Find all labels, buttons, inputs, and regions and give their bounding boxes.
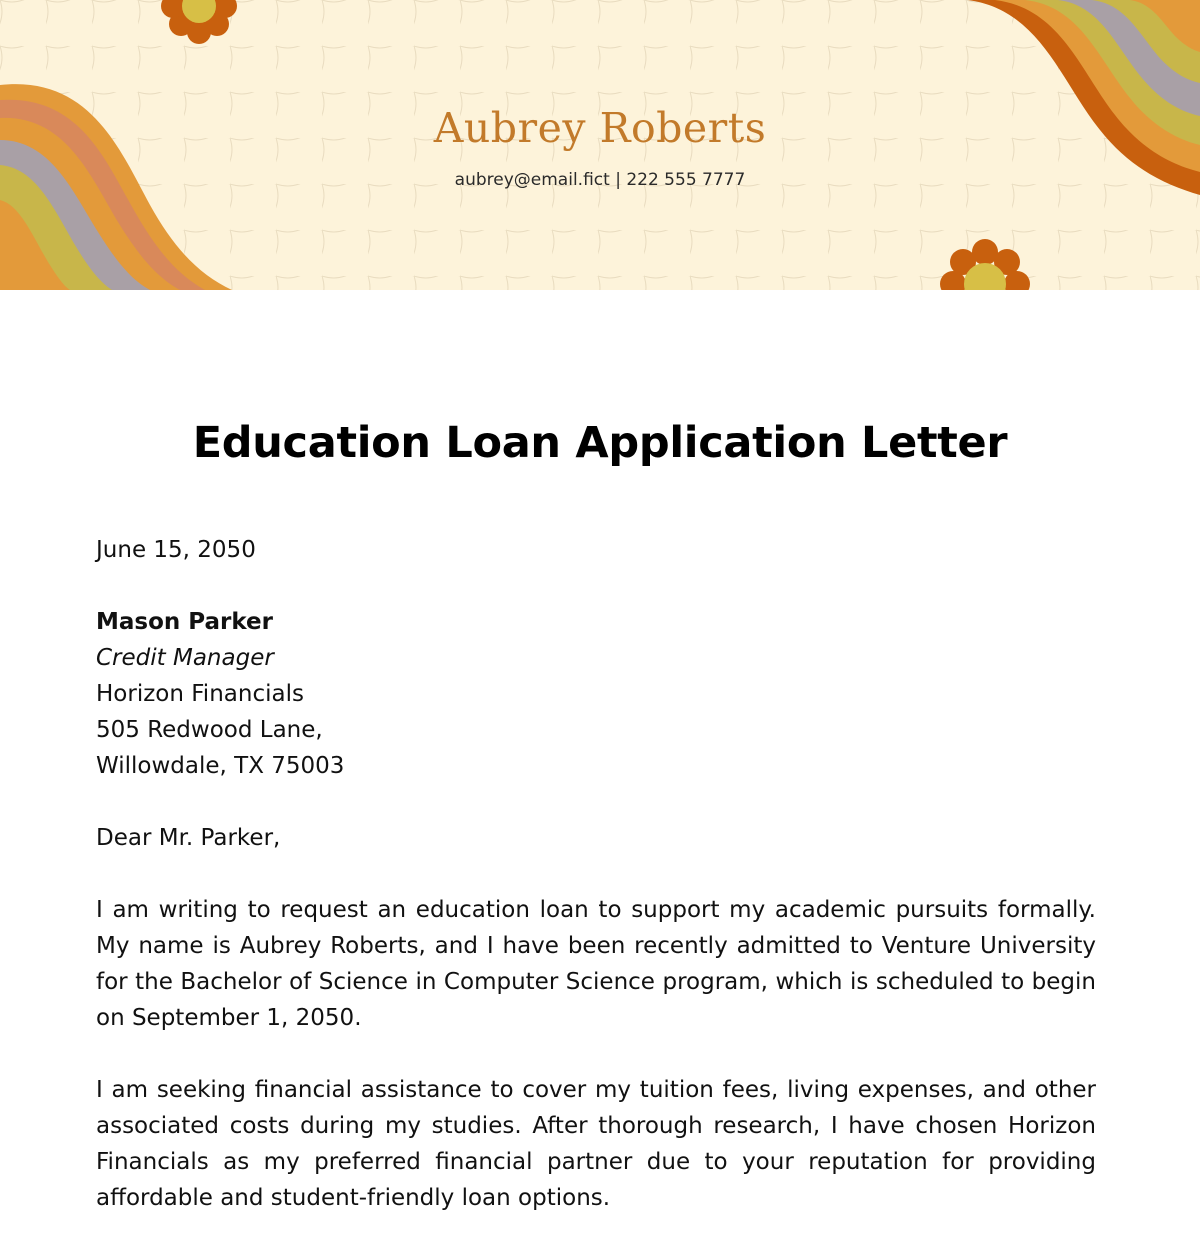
page-title: Education Loan Application Letter xyxy=(192,418,1008,468)
recipient-company: Horizon Financials xyxy=(96,681,304,707)
body-paragraph: I am seeking financial assistance to cover my tuition fees, living expenses, and other associated costs during my studies. After thorough research, I have chosen Horizon Financials as my preferred financial partner due to your reputation for providing affordable and student-friendly loan options. xyxy=(96,1077,1096,1211)
salutation: Dear Mr. Parker, xyxy=(96,825,281,851)
letterhead-banner xyxy=(0,0,1200,290)
sender-name: Aubrey Roberts xyxy=(433,104,767,152)
recipient-block xyxy=(96,604,1096,784)
letter-date: June 15, 2050 xyxy=(96,537,256,563)
body-paragraph: I am writing to request an education loan to support my academic pursuits formally. My name is Aubrey Roberts, and I have been recently admitted to Venture University for the Bachelor of Science in Computer Science program, which is scheduled to begin on September 1, 2050. xyxy=(96,897,1096,1031)
recipient-address-line1: 505 Redwood Lane, xyxy=(96,717,323,743)
recipient-title: Credit Manager xyxy=(96,645,274,671)
recipient-name: Mason Parker xyxy=(96,609,274,635)
recipient-address-line2: Willowdale, TX 75003 xyxy=(96,753,345,779)
letter-body xyxy=(96,532,1096,1252)
sender-contact: aubrey@email.fict | 222 555 7777 xyxy=(454,170,746,190)
